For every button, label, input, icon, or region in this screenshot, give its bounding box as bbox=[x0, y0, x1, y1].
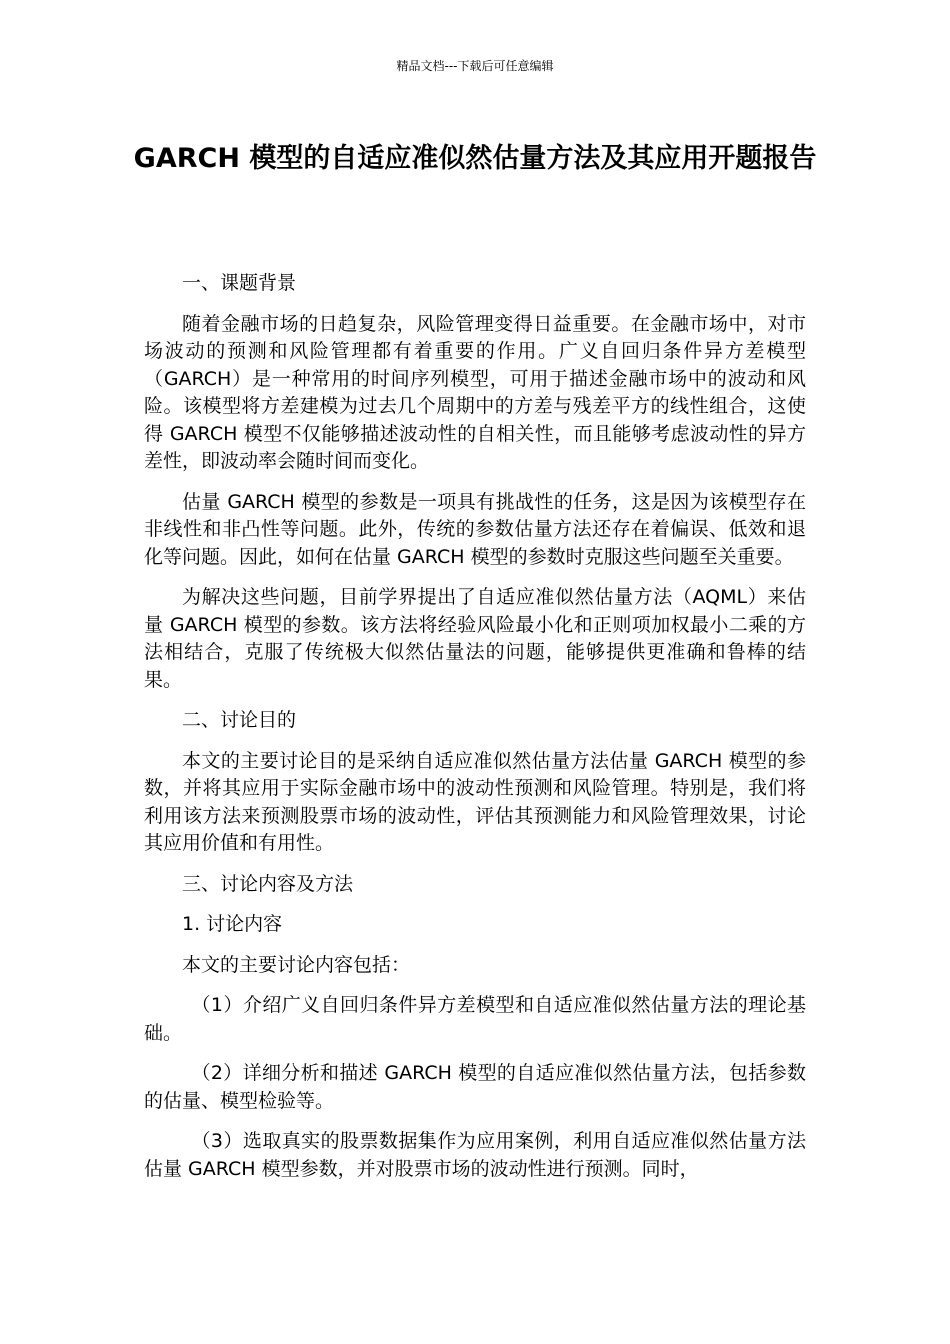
list-item: （1）介绍广义自回归条件异方差模型和自适应准似然估量方法的理论基础。 bbox=[144, 994, 806, 1044]
page-header: 精品文档---下载后可任意编辑 bbox=[396, 59, 554, 73]
section-heading-purpose: 二、讨论目的 bbox=[182, 709, 297, 731]
paragraph: 本文的主要讨论目的是采纳自适应准似然估量方法估量 GARCH 模型的参数，并将其应用于实际金融市场中的波动性预测和风险管理。特别是，我们将利用该方法来预测股票市场的波动性，评估其预测能力和风险管理效果，讨论其应用价值和有用性。 bbox=[144, 749, 806, 854]
paragraph: 本文的主要讨论内容包括： bbox=[182, 953, 411, 976]
list-item: （2）详细分析和描述 GARCH 模型的自适应准似然估量方法，包括参数的估量、模型检验等。 bbox=[144, 1062, 806, 1112]
document-body bbox=[144, 270, 806, 1196]
section-heading-background: 一、课题背景 bbox=[182, 272, 297, 294]
paragraph: 估量 GARCH 模型的参数是一项具有挑战性的任务，这是因为该模型存在非线性和非凸性等问题。此外，传统的参数估量方法还存在着偏误、低效和退化等问题。因此，如何在估量 GARCH 模型的参数时克服这些问题至关重要。 bbox=[144, 490, 806, 568]
paragraph: 随着金融市场的日趋复杂，风险管理变得日益重要。在金融市场中，对市场波动的预测和风险管理都有着重要的作用。广义自回归条件异方差模型（GARCH）是一种常用的时间序列模型，可用于描述金融市场中的波动和风险。该模型将方差建模为过去几个周期中的方差与残差平方的线性组合，这使得 GARCH 模型不仅能够描述波动性的自相关性，而且能够考虑波动性的异方差性，即波动率会随时间而变化。 bbox=[144, 312, 806, 472]
document-title: GARCH 模型的自适应准似然估量方法及其应用开题报告 bbox=[133, 143, 817, 174]
list-item: （3）选取真实的股票数据集作为应用案例，利用自适应准似然估量方法估量 GARCH 模型参数，并对股票市场的波动性进行预测。同时， bbox=[144, 1130, 806, 1180]
paragraph: 为解决这些问题，目前学界提出了自适应准似然估量方法（AQML）来估量 GARCH 模型的参数。该方法将经验风险最小化和正则项加权最小二乘的方法相结合，克服了传统极大似然估量法的问题，能够提供更准确和鲁棒的结果。 bbox=[144, 586, 806, 691]
subsection-heading: 1. 讨论内容 bbox=[182, 913, 283, 935]
section-heading-content: 三、讨论内容及方法 bbox=[182, 872, 354, 895]
